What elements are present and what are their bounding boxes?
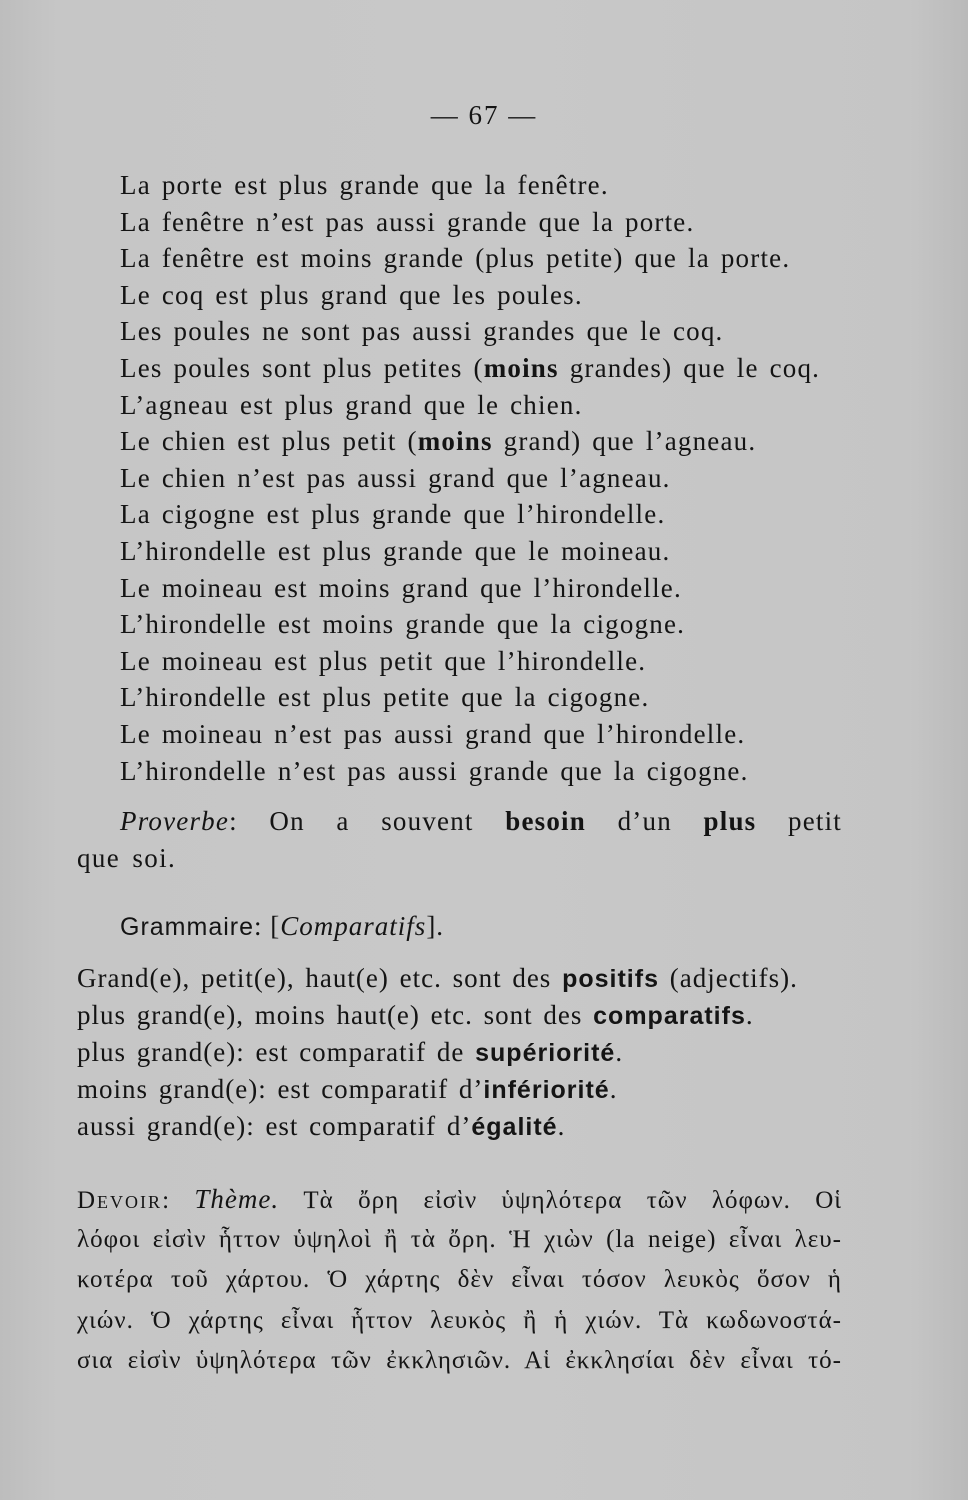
- sentence-text: grand) que l’agneau.: [492, 426, 757, 457]
- rule-after: (adjectifs).: [658, 963, 798, 993]
- rule-term: supériorité: [475, 1039, 616, 1067]
- proverb-label: Proverbe: [120, 806, 230, 836]
- grammar-rule: [77, 1108, 847, 1145]
- sentence-line: L’hirondelle est plus petite que la cigogne.: [120, 682, 650, 713]
- sentence-line: L’agneau est plus grand que le chien.: [120, 389, 583, 420]
- grammar-rule: [77, 1071, 847, 1108]
- page-number: — 67 —: [430, 100, 538, 130]
- rule-term: égalité: [471, 1113, 558, 1141]
- bracket-close: ].: [426, 911, 445, 941]
- sentence-emphasis: moins: [483, 352, 559, 383]
- grammar-rule: [77, 1034, 847, 1071]
- rule-after: .: [609, 1074, 618, 1104]
- rule-text: Grand(e), petit(e), haut(e) etc. sont des: [77, 963, 563, 993]
- sentence-line: La cigogne est plus grande que l’hirondelle.: [120, 499, 666, 530]
- sentence-line: L’hirondelle est plus grande que le moineau.: [120, 535, 671, 566]
- sentence-line: [120, 423, 850, 460]
- sentence-line: Le coq est plus grand que les poules.: [120, 279, 583, 310]
- sentence-line: La fenêtre n’est pas aussi grande que la porte.: [120, 206, 695, 237]
- grammar-title: Grammaire: [120, 913, 255, 941]
- sentence-line: L’hirondelle est moins grande que la cigogne.: [120, 609, 686, 640]
- devoir-line: σια εἰσὶν ὑψηλότερα τῶν ἐκκλησιῶν. Αἱ ἐκκλησίαι δὲν εἶναι τό-: [77, 1347, 842, 1374]
- devoir-text: Τὰ ὄρη εἰσὶν ὑψηλότερα τῶν λόφων. Οἱ: [303, 1187, 842, 1214]
- sentence-line: Les poules ne sont pas aussi grandes que le coq.: [120, 316, 724, 347]
- proverb-text: d’un: [617, 806, 672, 836]
- sentence-text: Les poules sont plus petites (: [120, 352, 484, 383]
- devoir-colon: :: [162, 1187, 171, 1214]
- rule-after: .: [745, 1000, 754, 1030]
- sentence-emphasis: moins: [417, 426, 493, 457]
- rule-term: comparatifs: [593, 1002, 746, 1030]
- grammar-rule: [77, 960, 847, 997]
- sentence-line: La porte est plus grande que la fenêtre.: [120, 170, 609, 200]
- devoir-line: χιών. Ὁ χάρτης εἶναι ἧττον λευκὸς ἢ ἡ χιών. Τὰ κωδωνοστά-: [77, 1306, 842, 1334]
- proverb-emphasis: besoin: [505, 806, 586, 836]
- rule-text: aussi grand(e): est comparatif d’: [77, 1111, 472, 1141]
- sentence-line: Le moineau n’est pas aussi grand que l’hirondelle.: [120, 718, 746, 749]
- rule-text: plus grand(e): est comparatif de: [77, 1037, 476, 1067]
- proverb-text: petit: [788, 806, 842, 836]
- proverb-emphasis: plus: [703, 806, 757, 836]
- rule-text: plus grand(e), moins haut(e) etc. sont des: [77, 1000, 594, 1030]
- grammar-colon: :: [254, 911, 263, 941]
- sentence-line: Le chien n’est pas aussi grand que l’agneau.: [120, 462, 671, 493]
- example-sentences: [120, 167, 850, 789]
- rule-text: moins grand(e): est comparatif d’: [77, 1074, 484, 1104]
- sentence-text: Le chien est plus petit (: [120, 426, 418, 457]
- sentence-line: Le moineau est moins grand que l’hirondelle.: [120, 572, 682, 603]
- sentence-line: La fenêtre est moins grande (plus petite) que la porte.: [120, 243, 791, 274]
- devoir-theme: Thème.: [194, 1184, 280, 1214]
- rule-term: infériorité: [483, 1076, 610, 1104]
- proverb-colon: :: [229, 806, 238, 836]
- devoir-line: κοτέρα τοῦ χάρτου. Ὁ χάρτης δὲν εἶναι τόσον λευκὸς ὅσον ἡ: [77, 1266, 842, 1293]
- grammar-heading: [120, 908, 444, 945]
- proverb-line: [120, 803, 842, 840]
- sentence-text: grandes) que le coq.: [558, 352, 821, 383]
- devoir-line: λόφοι εἰσὶν ἧττον ὑψηλοὶ ἢ τὰ ὄρη. Ἡ χιὼν (la neige) εἶναι λευ-: [77, 1225, 842, 1253]
- sentence-line: L’hirondelle n’est pas aussi grande que la cigogne.: [120, 755, 749, 786]
- bracket-open: [: [270, 911, 281, 941]
- rule-term: positifs: [562, 965, 659, 993]
- grammar-rules: [77, 960, 847, 1145]
- proverb-text: On a souvent: [269, 806, 474, 836]
- proverb-continuation: que soi.: [77, 843, 177, 873]
- rule-after: .: [615, 1037, 624, 1067]
- devoir-label: Devoir: [77, 1187, 163, 1214]
- devoir-line: [77, 1179, 842, 1220]
- grammar-subtitle: Comparatifs: [280, 911, 427, 941]
- devoir-exercise: [77, 1179, 842, 1382]
- sentence-line: Le moineau est plus petit que l’hirondelle.: [120, 645, 647, 676]
- grammar-rule: [77, 997, 847, 1034]
- sentence-line: [120, 350, 850, 387]
- rule-after: .: [557, 1111, 566, 1141]
